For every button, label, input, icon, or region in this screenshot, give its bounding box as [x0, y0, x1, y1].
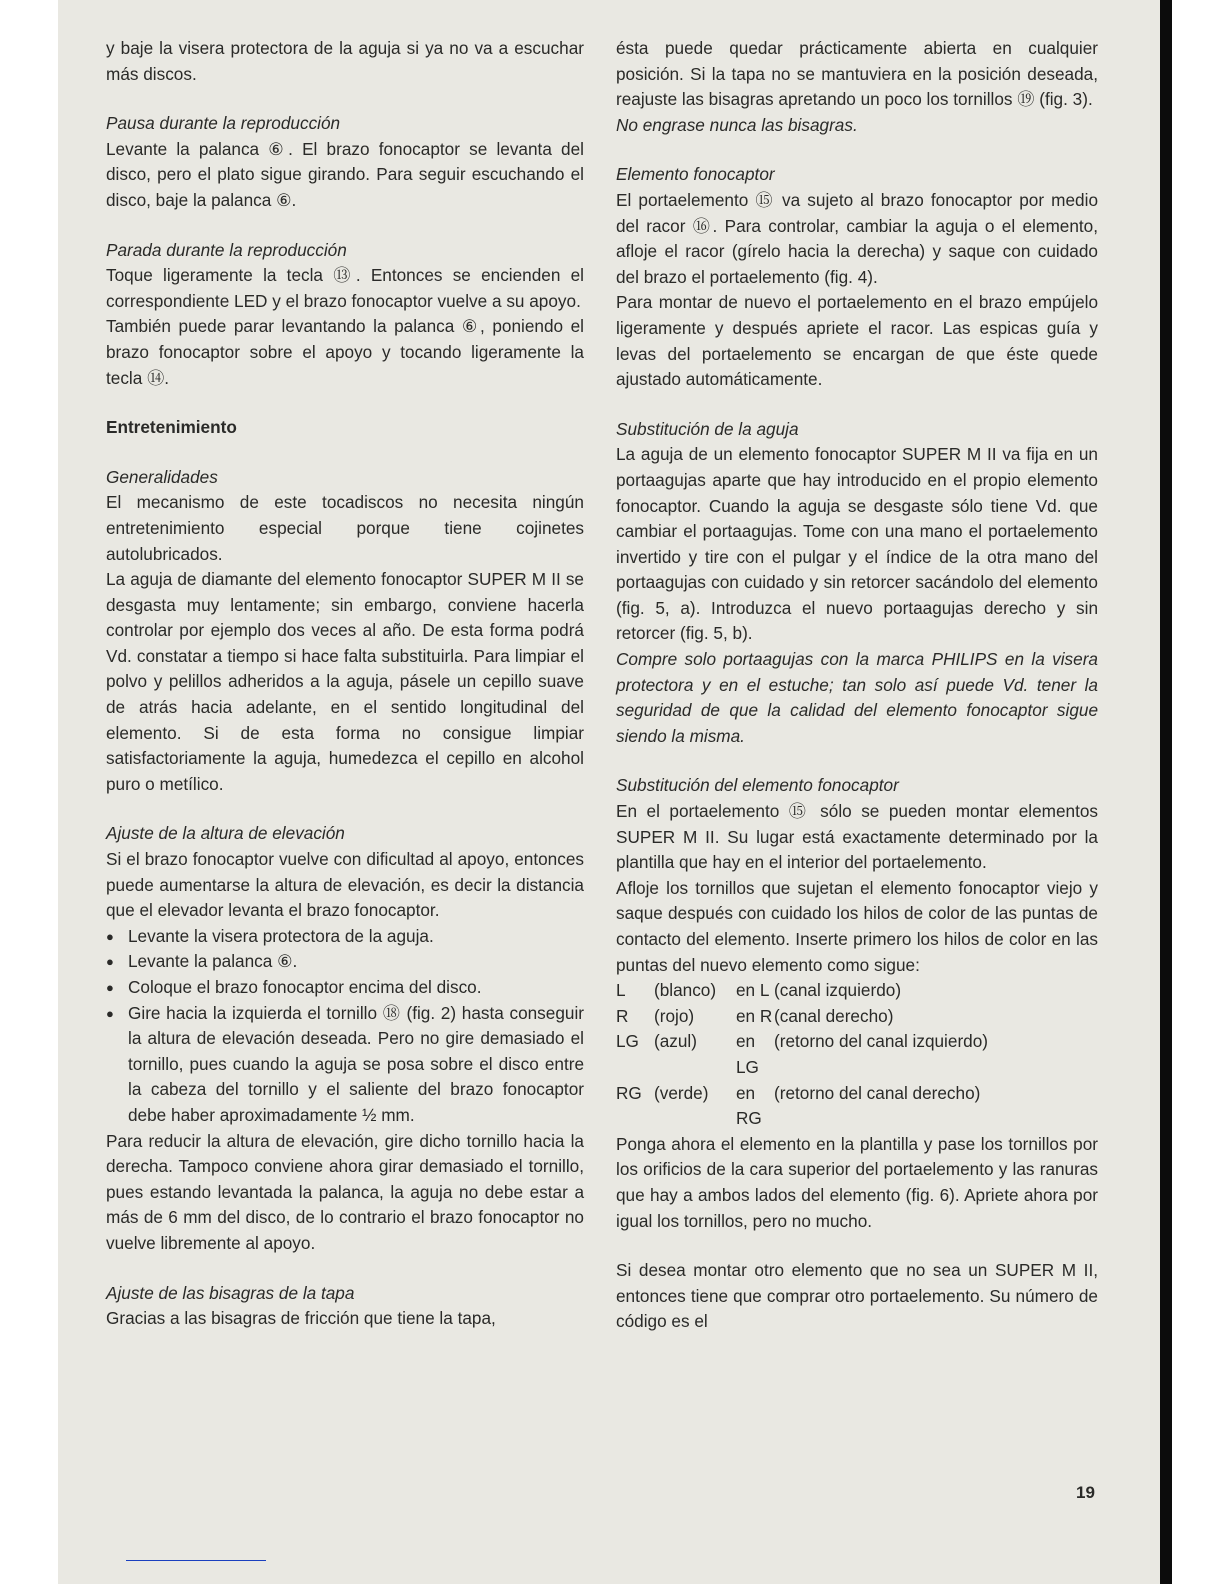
paragraph: El portaelemento ⑮ va sujeto al brazo fonocaptor por medio del racor ⑯. Para controlar, cambiar la aguja o el elemento, afloje el racor (gírelo hacia la derecha) y saque con cuidado del brazo el portaelemento (fig. 4).	[616, 189, 1098, 287]
wire-color: (verde)	[654, 1082, 709, 1103]
paragraph: También puede parar levantando la palanca ⑥, poniendo el brazo fonocaptor sobre el apoyo y tocando ligeramente la tecla ⑭.	[106, 316, 584, 388]
wire-code: RG	[616, 1082, 642, 1103]
subheading-elemento-fonocaptor: Elemento fonocaptor	[616, 164, 775, 185]
paragraph: Si el brazo fonocaptor vuelve con dificultad al apoyo, entonces puede aumentarse la altura de elevación, es decir la distancia que el elevador levanta el brazo fonocaptor.	[106, 849, 584, 921]
paragraph: Gracias a las bisagras de fricción que tiene la tapa,	[106, 1308, 496, 1329]
paragraph: Levante la palanca ⑥. El brazo fonocaptor se levanta del disco, pero el plato sigue girando. Para seguir escuchando el disco, baje la palanca ⑥.	[106, 138, 584, 210]
footer-rule	[126, 1560, 266, 1561]
paragraph: ésta puede quedar prácticamente abierta en cualquier posición. Si la tapa no se mantuviera en la posición deseada, reajuste las bisagras apretando un poco los tornillos ⑲ (fig. 3).	[616, 38, 1098, 110]
wire-target: en R	[736, 1005, 773, 1026]
wire-channel: (canal izquierdo)	[774, 980, 902, 1001]
paragraph: Para reducir la altura de elevación, gire dicho tornillo hacia la derecha. Tampoco conviene ahora girar demasiado el tornillo, pues estando levantada la palanca, la aguja no debe estar a más de 6 mm del disco, de lo contrario el brazo fonocaptor no vuelve libremente al apoyo.	[106, 1130, 584, 1253]
wire-target: en RG	[736, 1082, 762, 1129]
wire-target: en LG	[736, 1031, 759, 1077]
wire-code: L	[616, 980, 626, 1001]
wire-channel: (retorno del canal izquierdo)	[774, 1031, 989, 1052]
wire-color-table	[616, 978, 1098, 1132]
subheading-substitucion-elemento: Substitución del elemento fonocaptor	[616, 775, 899, 796]
list-item: ● Levante la palanca ⑥.	[106, 949, 584, 975]
list-item: ● Coloque el brazo fonocaptor encima del disco.	[106, 975, 584, 1001]
paragraph: Afloje los tornillos que sujetan el elemento fonocaptor viejo y saque después con cuidado los hilos de color de las puntas de contacto del elemento. Inserte primero los hilos de color en las puntas del nuevo elemento como sigue:	[616, 877, 1098, 975]
subheading-ajuste-altura: Ajuste de la altura de elevación	[106, 823, 345, 844]
paragraph: Ponga ahora el elemento en la plantilla y pase los tornillos por los orificios de la cara superior del portaelemento y las ranuras que hay a ambos lados del elemento (fig. 6). Apriete ahora por igual los tornillos, pero no mucho.	[616, 1133, 1098, 1231]
wire-color: (rojo)	[654, 1005, 695, 1026]
binding-edge	[1160, 0, 1172, 1584]
paragraph: y baje la visera protectora de la aguja si ya no va a escuchar más discos.	[106, 38, 584, 84]
wire-code: LG	[616, 1031, 639, 1052]
list-item: ● Levante la visera protectora de la aguja.	[106, 924, 584, 950]
wire-channel: (retorno del canal derecho)	[774, 1082, 981, 1103]
subheading-generalidades: Generalidades	[106, 466, 218, 487]
paragraph: Para montar de nuevo el portaelemento en el brazo empújelo ligeramente y después apriete el racor. Las espicas guía y levas del portaelemento se encargan de que éste quede ajustado automáticamente.	[616, 292, 1098, 390]
note-italic: No engrase nunca las bisagras.	[616, 114, 858, 135]
subheading-pausa: Pausa durante la reproducción	[106, 113, 341, 134]
right-column	[616, 36, 1098, 1335]
page-number: 19	[1076, 1483, 1095, 1502]
wire-target: en L	[736, 980, 770, 1001]
paragraph: En el portaelemento ⑮ sólo se pueden montar elementos SUPER M II. Su lugar está exactamente determinado por la plantilla que hay en el interior del portaelemento.	[616, 801, 1098, 873]
paragraph: Toque ligeramente la tecla ⑬. Entonces se encienden el correspondiente LED y el brazo fonocaptor vuelve a su apoyo.	[106, 265, 584, 311]
subheading-parada: Parada durante la reproducción	[106, 239, 347, 260]
paragraph: Si desea montar otro elemento que no sea un SUPER M II, entonces tiene que comprar otro portaelemento. Su número de código es el	[616, 1260, 1098, 1332]
bullet-list	[106, 924, 584, 1129]
wire-channel: (canal derecho)	[774, 1005, 894, 1026]
subheading-substitucion-aguja: Substitución de la aguja	[616, 418, 799, 439]
left-column	[106, 36, 584, 1332]
list-item: ● Gire hacia la izquierda el tornillo ⑱ (fig. 2) hasta conseguir la altura de elevación deseada. Pero no gire demasiado el tornillo, pues cuando la aguja se posa sobre el disco entre la cabeza del tornillo y el saliente del brazo fonocaptor debe haber aproximadamente ½ mm.	[106, 1001, 584, 1129]
section-heading-entretenimiento: Entretenimiento	[106, 417, 237, 438]
wire-color: (blanco)	[654, 980, 717, 1001]
paragraph: La aguja de un elemento fonocaptor SUPER M II va fija en un portaagujas aparte que hay introducido en el propio elemento fonocaptor. Cuando la aguja se desgaste sólo tiene Vd. que cambiar el portaagujas. Tome con una mano el portaelemento invertido y tire con el pulgar y el índice de la otra mano del portaagujas con cuidado y sin retorcer sacándolo del elemento (fig. 5, a). Introduzca el nuevo portaagujas derecho y sin retorcer (fig. 5, b).	[616, 444, 1098, 644]
subheading-bisagras: Ajuste de las bisagras de la tapa	[106, 1282, 355, 1303]
note-italic: Compre solo portaagujas con la marca PHILIPS en la visera protectora y en el estuche; tan solo así puede Vd. tener la seguridad de que la calidad del elemento fonocaptor sigue siendo la misma.	[616, 649, 1098, 746]
wire-code: R	[616, 1005, 629, 1026]
paragraph: El mecanismo de este tocadiscos no necesita ningún entretenimiento especial porque tiene cojinetes autolubricados.	[106, 492, 584, 564]
wire-color: (azul)	[654, 1031, 697, 1052]
paragraph: La aguja de diamante del elemento fonocaptor SUPER M II se desgasta muy lentamente; sin embargo, conviene hacerla controlar por ejemplo dos veces al año. De esta forma podrá Vd. constatar a tiempo si hace falta substituirla. Para limpiar el polvo y pelillos adheridos a la aguja, pásele un cepillo suave de atrás hacia adelante, en el sentido longitudinal del elemento. Si de esta forma no consigue limpiar satisfactoriamente la aguja, humedezca el cepillo en alcohol puro o metílico.	[106, 569, 584, 794]
